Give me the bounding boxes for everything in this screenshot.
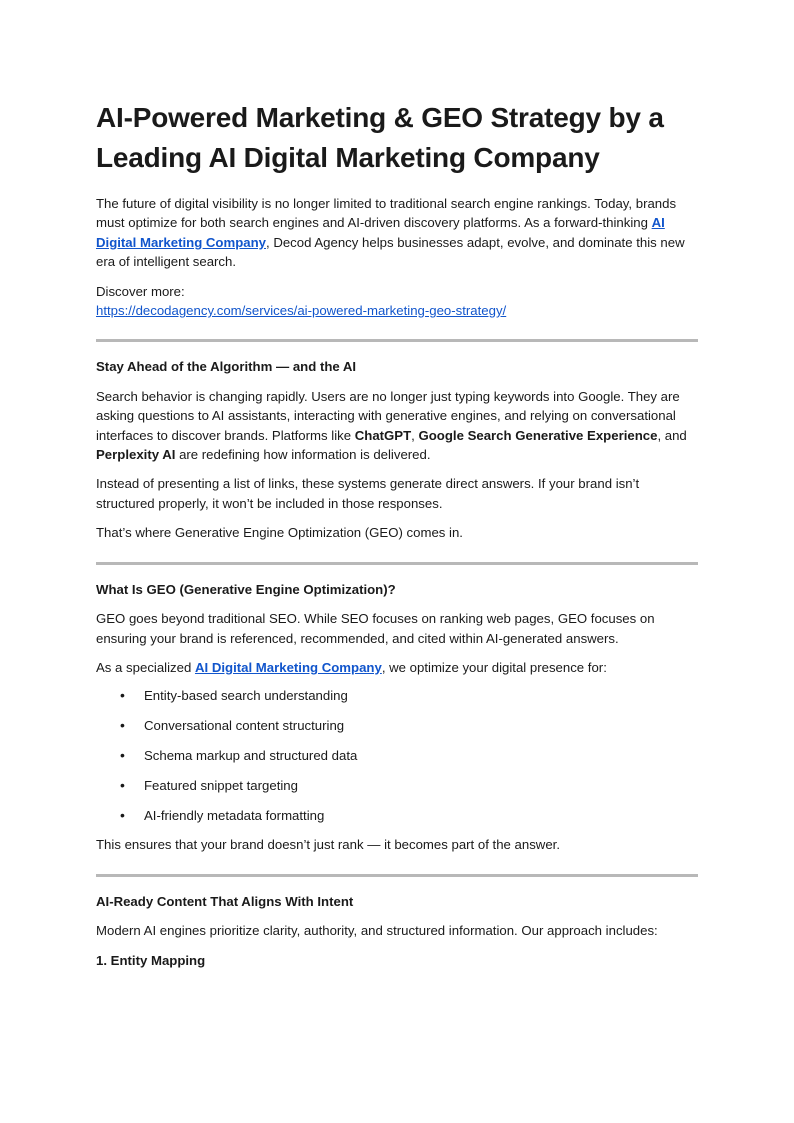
sge-term: Google Search Generative Experience <box>418 427 658 443</box>
s1-and: , and <box>657 427 687 443</box>
section2-heading: What Is GEO (Generative Engine Optimization)? <box>96 581 396 597</box>
intro-paragraph <box>96 194 698 272</box>
chatgpt-term: ChatGPT <box>354 427 412 443</box>
section-divider <box>96 562 698 565</box>
geo-bullet-list <box>96 686 698 825</box>
section1-paragraph-2: Instead of presenting a list of links, these systems generate direct answers. If your brand isn’t structured properly, it won’t be included in those responses. <box>96 476 640 511</box>
list-item: • Entity-based search understanding <box>144 686 698 705</box>
ai-digital-marketing-link-2[interactable]: AI Digital Marketing Company <box>194 659 382 675</box>
perplexity-term: Perplexity AI <box>96 447 176 463</box>
section2-paragraph-3: This ensures that your brand doesn’t just rank — it becomes part of the answer. <box>96 837 560 853</box>
section-divider <box>96 874 698 877</box>
s1-text: Search behavior is changing rapidly. Users are no longer just typing keywords into Google. They are asking questions to AI assistants, interacting with generative engines, and relying on conversational interfaces to discover brands. Platforms like <box>96 388 680 443</box>
s2-text-after: , we optimize your digital presence for: <box>381 659 607 675</box>
intro-text: The future of digital visibility is no longer limited to traditional search engine rankings. Today, brands must optimize for both search engines and AI-driven discovery platforms. As a forward-thinking <box>96 196 677 231</box>
list-item: • Schema markup and structured data <box>144 746 698 765</box>
section1-heading: Stay Ahead of the Algorithm — and the AI <box>96 359 357 375</box>
intro-text-after: , Decod Agency helps businesses adapt, evolve, and dominate this new era of intelligent search. <box>96 234 685 270</box>
list-item: • AI-friendly metadata formatting <box>144 806 698 825</box>
section3-subheading-1: 1. Entity Mapping <box>96 952 206 968</box>
section3-paragraph-1: Modern AI engines prioritize clarity, authority, and structured information. Our approach includes: <box>96 923 658 939</box>
s2-text: As a specialized <box>96 659 195 675</box>
section-divider <box>96 339 698 342</box>
discover-more <box>96 282 698 321</box>
list-item: • Featured snippet targeting <box>144 776 698 795</box>
section2-paragraph-2 <box>96 658 698 677</box>
s1-sep: , <box>411 427 419 443</box>
section1-paragraph-1 <box>96 387 698 465</box>
section3-heading: AI-Ready Content That Aligns With Intent <box>96 893 354 909</box>
section2-paragraph-1: GEO goes beyond traditional SEO. While SEO focuses on ranking web pages, GEO focuses on ensuring your brand is referenced, recommended, and cited within AI-generated answers. <box>96 611 655 646</box>
ai-digital-marketing-link[interactable]: AI Digital Marketing Company <box>96 215 665 250</box>
page-title: AI-Powered Marketing & GEO Strategy by a Leading AI Digital Marketing Company <box>96 102 664 173</box>
discover-label: Discover more: <box>96 283 185 299</box>
discover-url-link[interactable]: https://decodagency.com/services/ai-powered-marketing-geo-strategy/ <box>96 303 507 319</box>
list-item: • Conversational content structuring <box>144 716 698 735</box>
s1-text-after: are redefining how information is delivered. <box>175 447 431 463</box>
section1-paragraph-3: That’s where Generative Engine Optimization (GEO) comes in. <box>96 525 463 541</box>
